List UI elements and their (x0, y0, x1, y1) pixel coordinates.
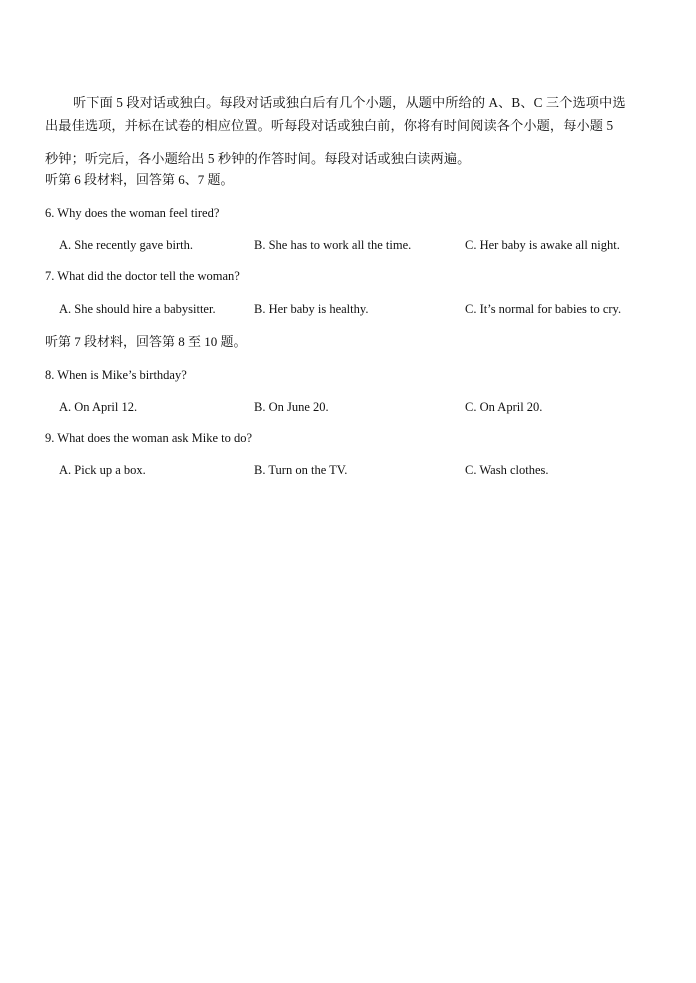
question-6: 6. Why does the woman feel tired? (45, 206, 220, 220)
question-8-options (0, 399, 696, 415)
question-8-option-a: A. On April 12. (59, 400, 138, 414)
section-heading-6: 听第 6 段材料，回答第 6、7 题。 (45, 172, 234, 187)
question-9: 9. What does the woman ask Mike to do? (45, 431, 253, 445)
question-8-option-c: C. On April 20. (465, 400, 543, 414)
question-9-options (0, 462, 696, 478)
question-9-option-c: C. Wash clothes. (465, 463, 549, 477)
question-6-options (0, 237, 696, 253)
question-6-option-c: C. Her baby is awake all night. (465, 238, 620, 252)
question-8: 8. When is Mike’s birthday? (45, 368, 187, 382)
question-7-option-c: C. It’s normal for babies to cry. (465, 302, 622, 316)
question-6-option-a: A. She recently gave birth. (59, 238, 193, 252)
instructions-line-3: 秒钟；听完后，各小题给出 5 秒钟的作答时间。每段对话或独白读两遍。 (45, 151, 471, 166)
instructions-line-2: 出最佳选项，并标在试卷的相应位置。听每段对话或独白前，你将有时间阅读各个小题，每小题 5 (45, 118, 614, 133)
question-9-option-b: B. Turn on the TV. (254, 463, 348, 477)
instructions-line-1: 听下面 5 段对话或独白。每段对话或独白后有几个小题，从题中所给的 A、B、C 三个选项中选 (73, 95, 626, 110)
section-heading-7: 听第 7 段材料，回答第 8 至 10 题。 (45, 334, 247, 349)
question-8-option-b: B. On June 20. (254, 400, 329, 414)
question-7-options (0, 301, 696, 317)
question-7-option-a: A. She should hire a babysitter. (59, 302, 216, 316)
question-9-option-a: A. Pick up a box. (59, 463, 146, 477)
question-7: 7. What did the doctor tell the woman? (45, 269, 240, 283)
question-7-option-b: B. Her baby is healthy. (254, 302, 369, 316)
question-6-option-b: B. She has to work all the time. (254, 238, 412, 252)
